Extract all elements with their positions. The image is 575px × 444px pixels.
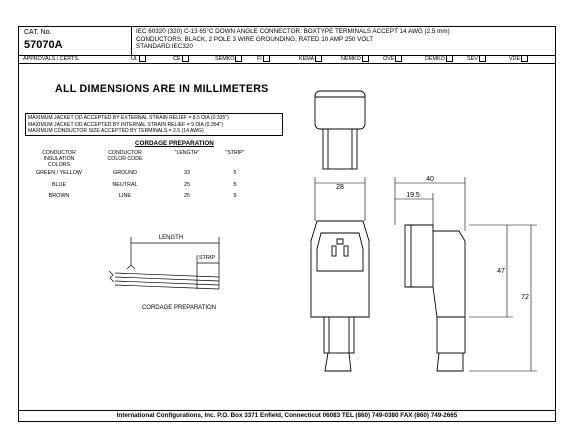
cert-label: KEMA: [299, 56, 315, 62]
conductor-line: [115, 273, 219, 277]
dim-label-width: 28: [336, 184, 344, 191]
description-line: STANDARD:IEC320: [136, 43, 193, 51]
sketch-strip-label: STRIP: [198, 255, 216, 261]
socket-pin-hole: [344, 246, 348, 256]
table-cell: NEUTRAL: [112, 182, 138, 188]
sketch-caption: CORDAGE PREPARATION: [141, 305, 217, 311]
conductor-line: [115, 285, 219, 289]
approvals-label: APPROVALS / CERTS.: [23, 56, 80, 62]
cord-break-mark: [109, 271, 114, 282]
description-line: CONDUCTORS, BLACK, 2 POLE 3 WIRE GROUNDING, RATED 10 AMP 250 VOLT: [136, 35, 374, 43]
catalog-label: CAT. No.: [24, 29, 52, 36]
dim-label-depth-partial: 19.5: [406, 192, 420, 199]
cord-sketch: [109, 237, 219, 289]
table-cell: 25: [184, 193, 190, 199]
cert-label: NEMKO: [341, 56, 361, 62]
side-body: [433, 231, 465, 317]
table-header-colors: CONDUCTOR INSULATION COLORS: [42, 150, 76, 168]
table-cell: BLUE: [51, 182, 67, 188]
cert-label: CE: [173, 56, 181, 62]
cert-label: SEV: [467, 56, 478, 62]
side-cord-stub: [437, 353, 463, 371]
arrow-head: [127, 265, 135, 269]
description-line: IEC 60320 (320) C-13 65°C DOWN ANGLE CONNECTOR. BOXTYPE TERMINALS ACCEPT 14 AWG (2.5 mm): [136, 28, 450, 35]
technical-drawing: [19, 27, 557, 423]
cert-label: DEMKO: [425, 56, 445, 62]
cordage-title: CORDAGE PREPARATION: [135, 140, 214, 147]
table-cell: 5: [233, 182, 237, 188]
table-header-strip: "STRIP": [225, 150, 245, 156]
table-header-code: CONDUCTOR COLOR CODE: [107, 150, 143, 162]
table-header-length: "LENGTH": [174, 150, 200, 156]
connector-side-view: [405, 225, 465, 371]
drawing-sheet: [18, 26, 556, 422]
table-cell: 25: [184, 182, 190, 188]
connector-body: [311, 221, 369, 317]
side-strain-relief: [437, 317, 465, 353]
cert-label: FI: [257, 56, 262, 62]
connector-front-view: [311, 91, 369, 371]
cert-label: UL: [131, 56, 138, 62]
cert-label: SEMKO: [215, 56, 235, 62]
socket-ground-hole: [337, 239, 343, 244]
strain-relief: [324, 317, 354, 353]
conductor-line: [115, 281, 219, 285]
dim-label-depth-total: 40: [426, 176, 434, 183]
socket-pin-hole: [332, 246, 336, 256]
side-plug-head: [405, 225, 433, 287]
dim-label-height-total: 72: [521, 294, 529, 301]
table-cell: 5: [233, 193, 237, 199]
table-cell: 5: [233, 170, 237, 176]
catalog-number: 57070A: [24, 39, 63, 51]
footer-contact: International Configurations, Inc. P.O. Box 3371 Enfield, Connecticut 06083 TEL (860) 749-0380 FAX (860) 749-2665: [19, 410, 555, 421]
dim-label-height-body: 47: [497, 268, 505, 275]
table-cell: GROUND: [113, 170, 137, 176]
table-cell: BROWN: [48, 193, 70, 199]
conductor-line: [115, 277, 219, 281]
cord-stub: [325, 353, 351, 371]
table-cell: 33: [184, 170, 190, 176]
note-line: MAXIMUM CONDUCTOR SIZE ACCEPTED BY TERMINALS = 2.5 (14 AWG): [28, 128, 204, 134]
sketch-length-label: LENGTH: [158, 235, 184, 241]
table-cell: GREEN / YELLOW: [35, 170, 83, 176]
cert-label: VDE: [509, 56, 521, 62]
cert-label: OVE: [383, 56, 395, 62]
note-line: MAXIMUM JACKET OD ACCEPTED BY EXTERNAL STRAIN RELIEF = 8.5 DIA (0.335"): [28, 115, 229, 121]
units-notice: ALL DIMENSIONS ARE IN MILLIMETERS: [55, 83, 269, 95]
note-line: MAXIMUM JACKET OD ACCEPTED BY INTERNAL STRAIN RELIEF = 9 DIA (0.354"): [28, 121, 223, 128]
table-cell: LINE: [119, 193, 131, 199]
